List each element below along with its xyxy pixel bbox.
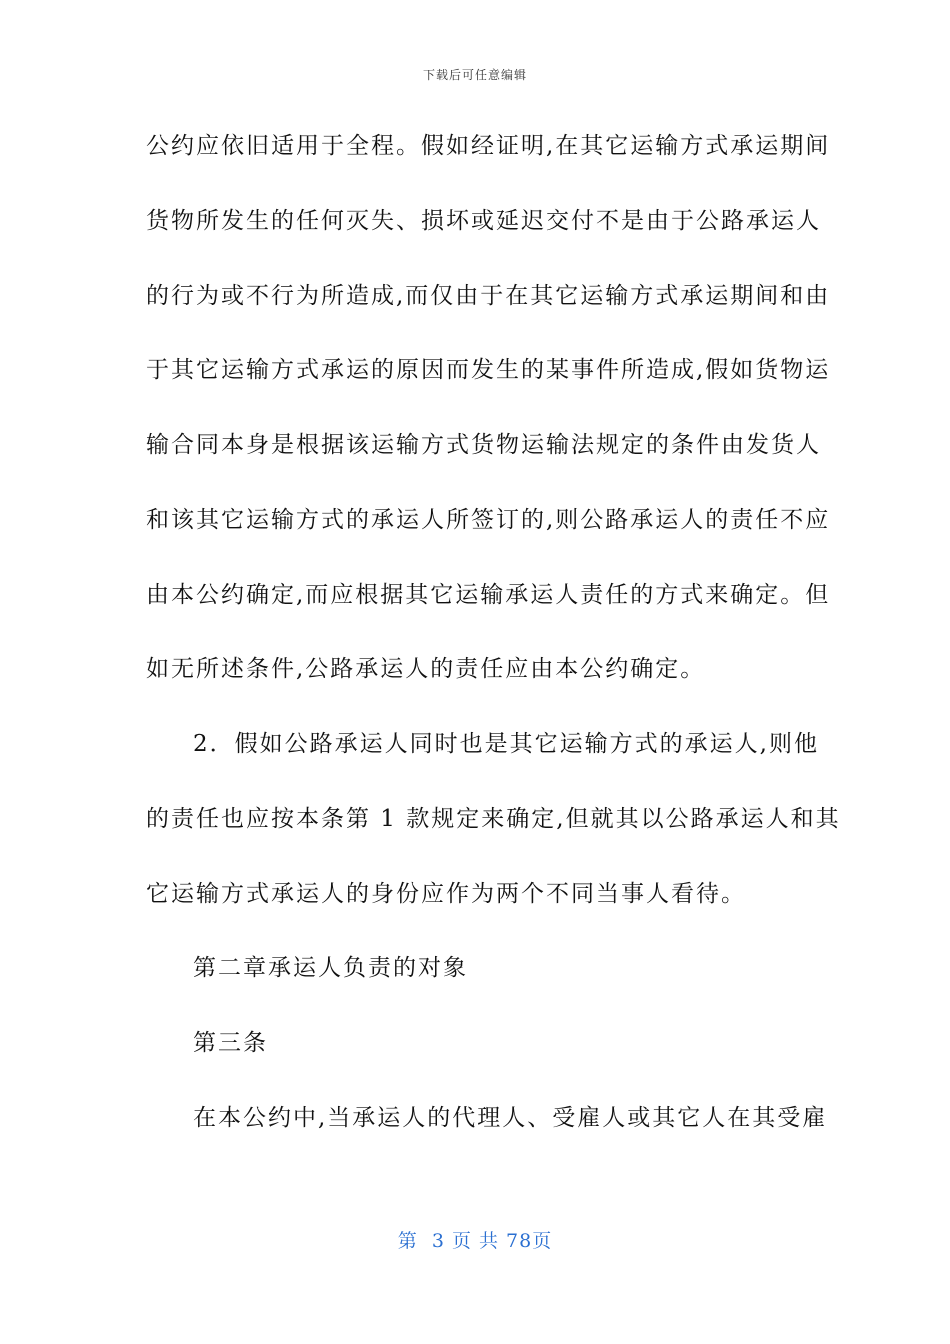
body-line-10: 的责任也应按本条第 1 款规定来确定,但就其以公路承运人和其 <box>146 806 841 832</box>
body-line-11: 它运输方式承运人的身份应作为两个不同当事人看待。 <box>146 881 746 907</box>
body-line-2: 货物所发生的任何灭失、损坏或延迟交付不是由于公路承运人 <box>146 208 821 234</box>
body-line-7: 由本公约确定,而应根据其它运输承运人责任的方式来确定。但 <box>146 582 831 608</box>
body-line-4: 于其它运输方式承运的原因而发生的某事件所造成,假如货物运 <box>146 357 831 383</box>
chapter-heading: 第二章承运人负责的对象 <box>193 955 468 981</box>
article-heading: 第三条 <box>193 1030 268 1056</box>
body-line-1: 公约应依旧适用于全程。假如经证明,在其它运输方式承运期间 <box>146 133 831 159</box>
body-line-14: 在本公约中,当承运人的代理人、受雇人或其它人在其受雇 <box>193 1105 828 1131</box>
body-line-6: 和该其它运输方式的承运人所签订的,则公路承运人的责任不应 <box>146 507 831 533</box>
body-line-3: 的行为或不行为所造成,而仅由于在其它运输方式承运期间和由 <box>146 283 831 309</box>
header-note: 下载后可任意编辑 <box>422 68 527 82</box>
body-line-8: 如无所述条件,公路承运人的责任应由本公约确定。 <box>146 656 706 682</box>
body-line-5: 输合同本身是根据该运输方式货物运输法规定的条件由发货人 <box>146 432 821 458</box>
page-number: 第 3 页 共 78页 <box>397 1230 553 1252</box>
body-line-9: 2．假如公路承运人同时也是其它运输方式的承运人,则他 <box>193 731 819 757</box>
